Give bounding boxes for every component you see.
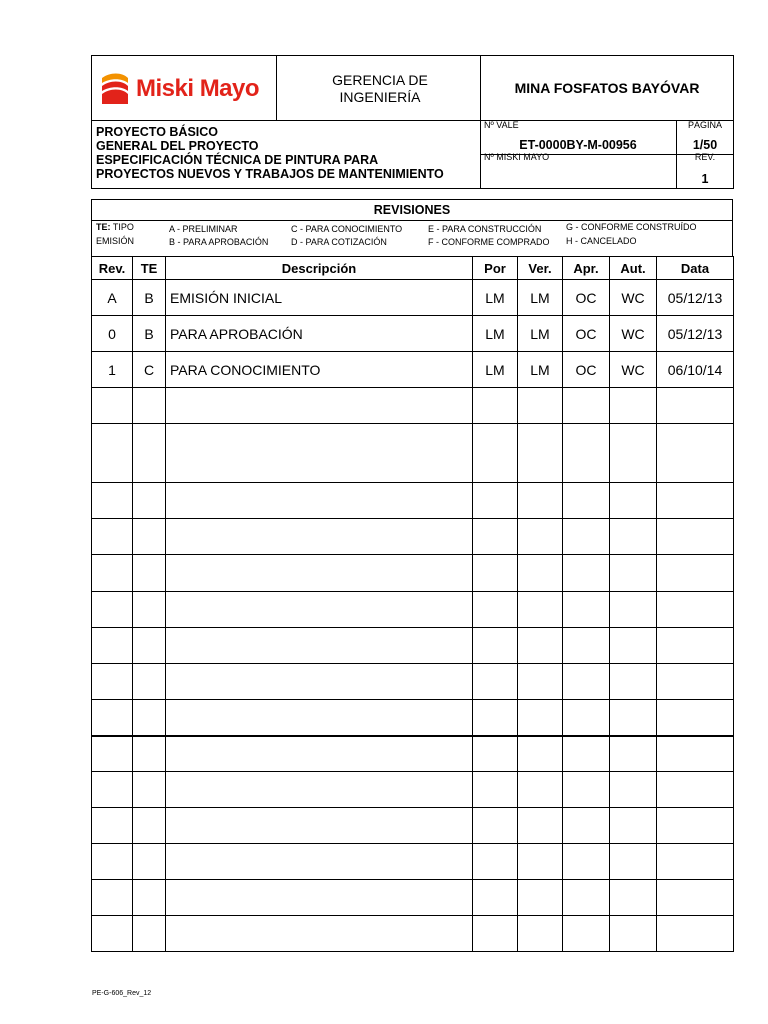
col-header-descripcion: Descripción <box>166 257 473 280</box>
page-value: 1/50 <box>692 138 718 152</box>
legend-d: D - PARA COTIZACIÓN <box>291 237 387 247</box>
empty-row <box>92 808 734 844</box>
cell-rev: 1 <box>92 352 133 388</box>
cell-aut: WC <box>610 316 657 352</box>
legend-b: B - PARA APROBACIÓN <box>169 237 269 247</box>
legend-e: E - PARA CONSTRUCCIÓN <box>428 224 542 234</box>
cell-apr: OC <box>563 316 610 352</box>
cell-descripcion: PARA CONOCIMIENTO <box>166 352 473 388</box>
col-header-data: Data <box>657 257 734 280</box>
cell-apr: OC <box>563 280 610 316</box>
col-header-apr: Apr. <box>563 257 610 280</box>
legend-g: G - CONFORME CONSTRUÍDO <box>566 222 697 232</box>
table-header-row <box>92 257 734 280</box>
cell-aut: WC <box>610 352 657 388</box>
empty-row <box>92 592 734 628</box>
project-description <box>96 125 444 181</box>
empty-row <box>92 424 734 483</box>
empty-row <box>92 700 734 736</box>
col-header-te: TE <box>133 257 166 280</box>
col-header-aut: Aut. <box>610 257 657 280</box>
legend-h: H - CANCELADO <box>566 236 637 246</box>
header-divider <box>91 120 734 121</box>
department-title <box>310 72 450 106</box>
te-label <box>96 222 134 232</box>
te-label-rest: TIPO <box>110 222 134 232</box>
col-header-rev: Rev. <box>92 257 133 280</box>
te-label-bold: TE: <box>96 222 111 232</box>
brand-logo-icon <box>100 72 130 106</box>
project-line-4: PROYECTOS NUEVOS Y TRABAJOS DE MANTENIMIENTO <box>96 167 444 181</box>
empty-row <box>92 388 734 424</box>
cell-rev: 0 <box>92 316 133 352</box>
project-line-2: GENERAL DEL PROYECTO <box>96 139 259 153</box>
revisions-table <box>91 256 734 952</box>
legend-a: A - PRELIMINAR <box>169 224 238 234</box>
cell-te: C <box>133 352 166 388</box>
vale-value: ET-0000BY-M-00956 <box>519 138 637 152</box>
cell-te: B <box>133 316 166 352</box>
project-line-1: PROYECTO BÁSICO <box>96 125 219 139</box>
footer-code: PE-G-606_Rev_12 <box>92 990 152 997</box>
project-line-3: ESPECIFICACIÓN TÉCNICA DE PINTURA PARA <box>96 153 379 167</box>
empty-row <box>92 916 734 952</box>
page-label: PÁGINA <box>687 120 722 130</box>
rev-value: 1 <box>701 172 709 186</box>
cell-data: 05/12/13 <box>657 316 734 352</box>
table-row <box>92 280 734 316</box>
header-col-divider-2 <box>480 55 481 189</box>
cell-data: 05/12/13 <box>657 280 734 316</box>
emision-label: EMISIÓN <box>96 236 135 246</box>
empty-row <box>92 736 734 772</box>
cell-rev: A <box>92 280 133 316</box>
cell-ver: LM <box>518 352 563 388</box>
cell-por: LM <box>473 316 518 352</box>
table-row <box>92 352 734 388</box>
brand-logo <box>100 70 272 108</box>
empty-row <box>92 880 734 916</box>
cell-data: 06/10/14 <box>657 352 734 388</box>
col-header-ver: Ver. <box>518 257 563 280</box>
cell-aut: WC <box>610 280 657 316</box>
empty-row <box>92 844 734 880</box>
header-col-divider-1 <box>276 55 277 120</box>
cell-ver: LM <box>518 316 563 352</box>
brand-name: Miski Mayo <box>136 75 260 102</box>
empty-row <box>92 772 734 808</box>
col-header-por: Por <box>473 257 518 280</box>
empty-row <box>92 628 734 664</box>
cell-te: B <box>133 280 166 316</box>
vale-label: Nº VALE <box>484 120 519 130</box>
empty-row <box>92 664 734 700</box>
empty-row <box>92 555 734 592</box>
rev-label: REV. <box>694 152 716 162</box>
cell-por: LM <box>473 280 518 316</box>
revisions-title-divider <box>91 220 733 221</box>
cell-descripcion: PARA APROBACIÓN <box>166 316 473 352</box>
cell-ver: LM <box>518 280 563 316</box>
empty-row <box>92 483 734 519</box>
revisions-title: REVISIONES <box>373 203 451 217</box>
department-title-text: GERENCIA DE INGENIERÍA <box>332 72 428 105</box>
legend-f: F - CONFORME COMPRADO <box>428 237 550 247</box>
cell-por: LM <box>473 352 518 388</box>
table-row <box>92 316 734 352</box>
cell-apr: OC <box>563 352 610 388</box>
miski-label: Nº MISKI MAYO <box>484 152 550 162</box>
cell-descripcion: EMISIÓN INICIAL <box>166 280 473 316</box>
legend-c: C - PARA CONOCIMIENTO <box>291 224 403 234</box>
site-title: MINA FOSFATOS BAYÓVAR <box>514 80 700 96</box>
empty-row <box>92 519 734 555</box>
